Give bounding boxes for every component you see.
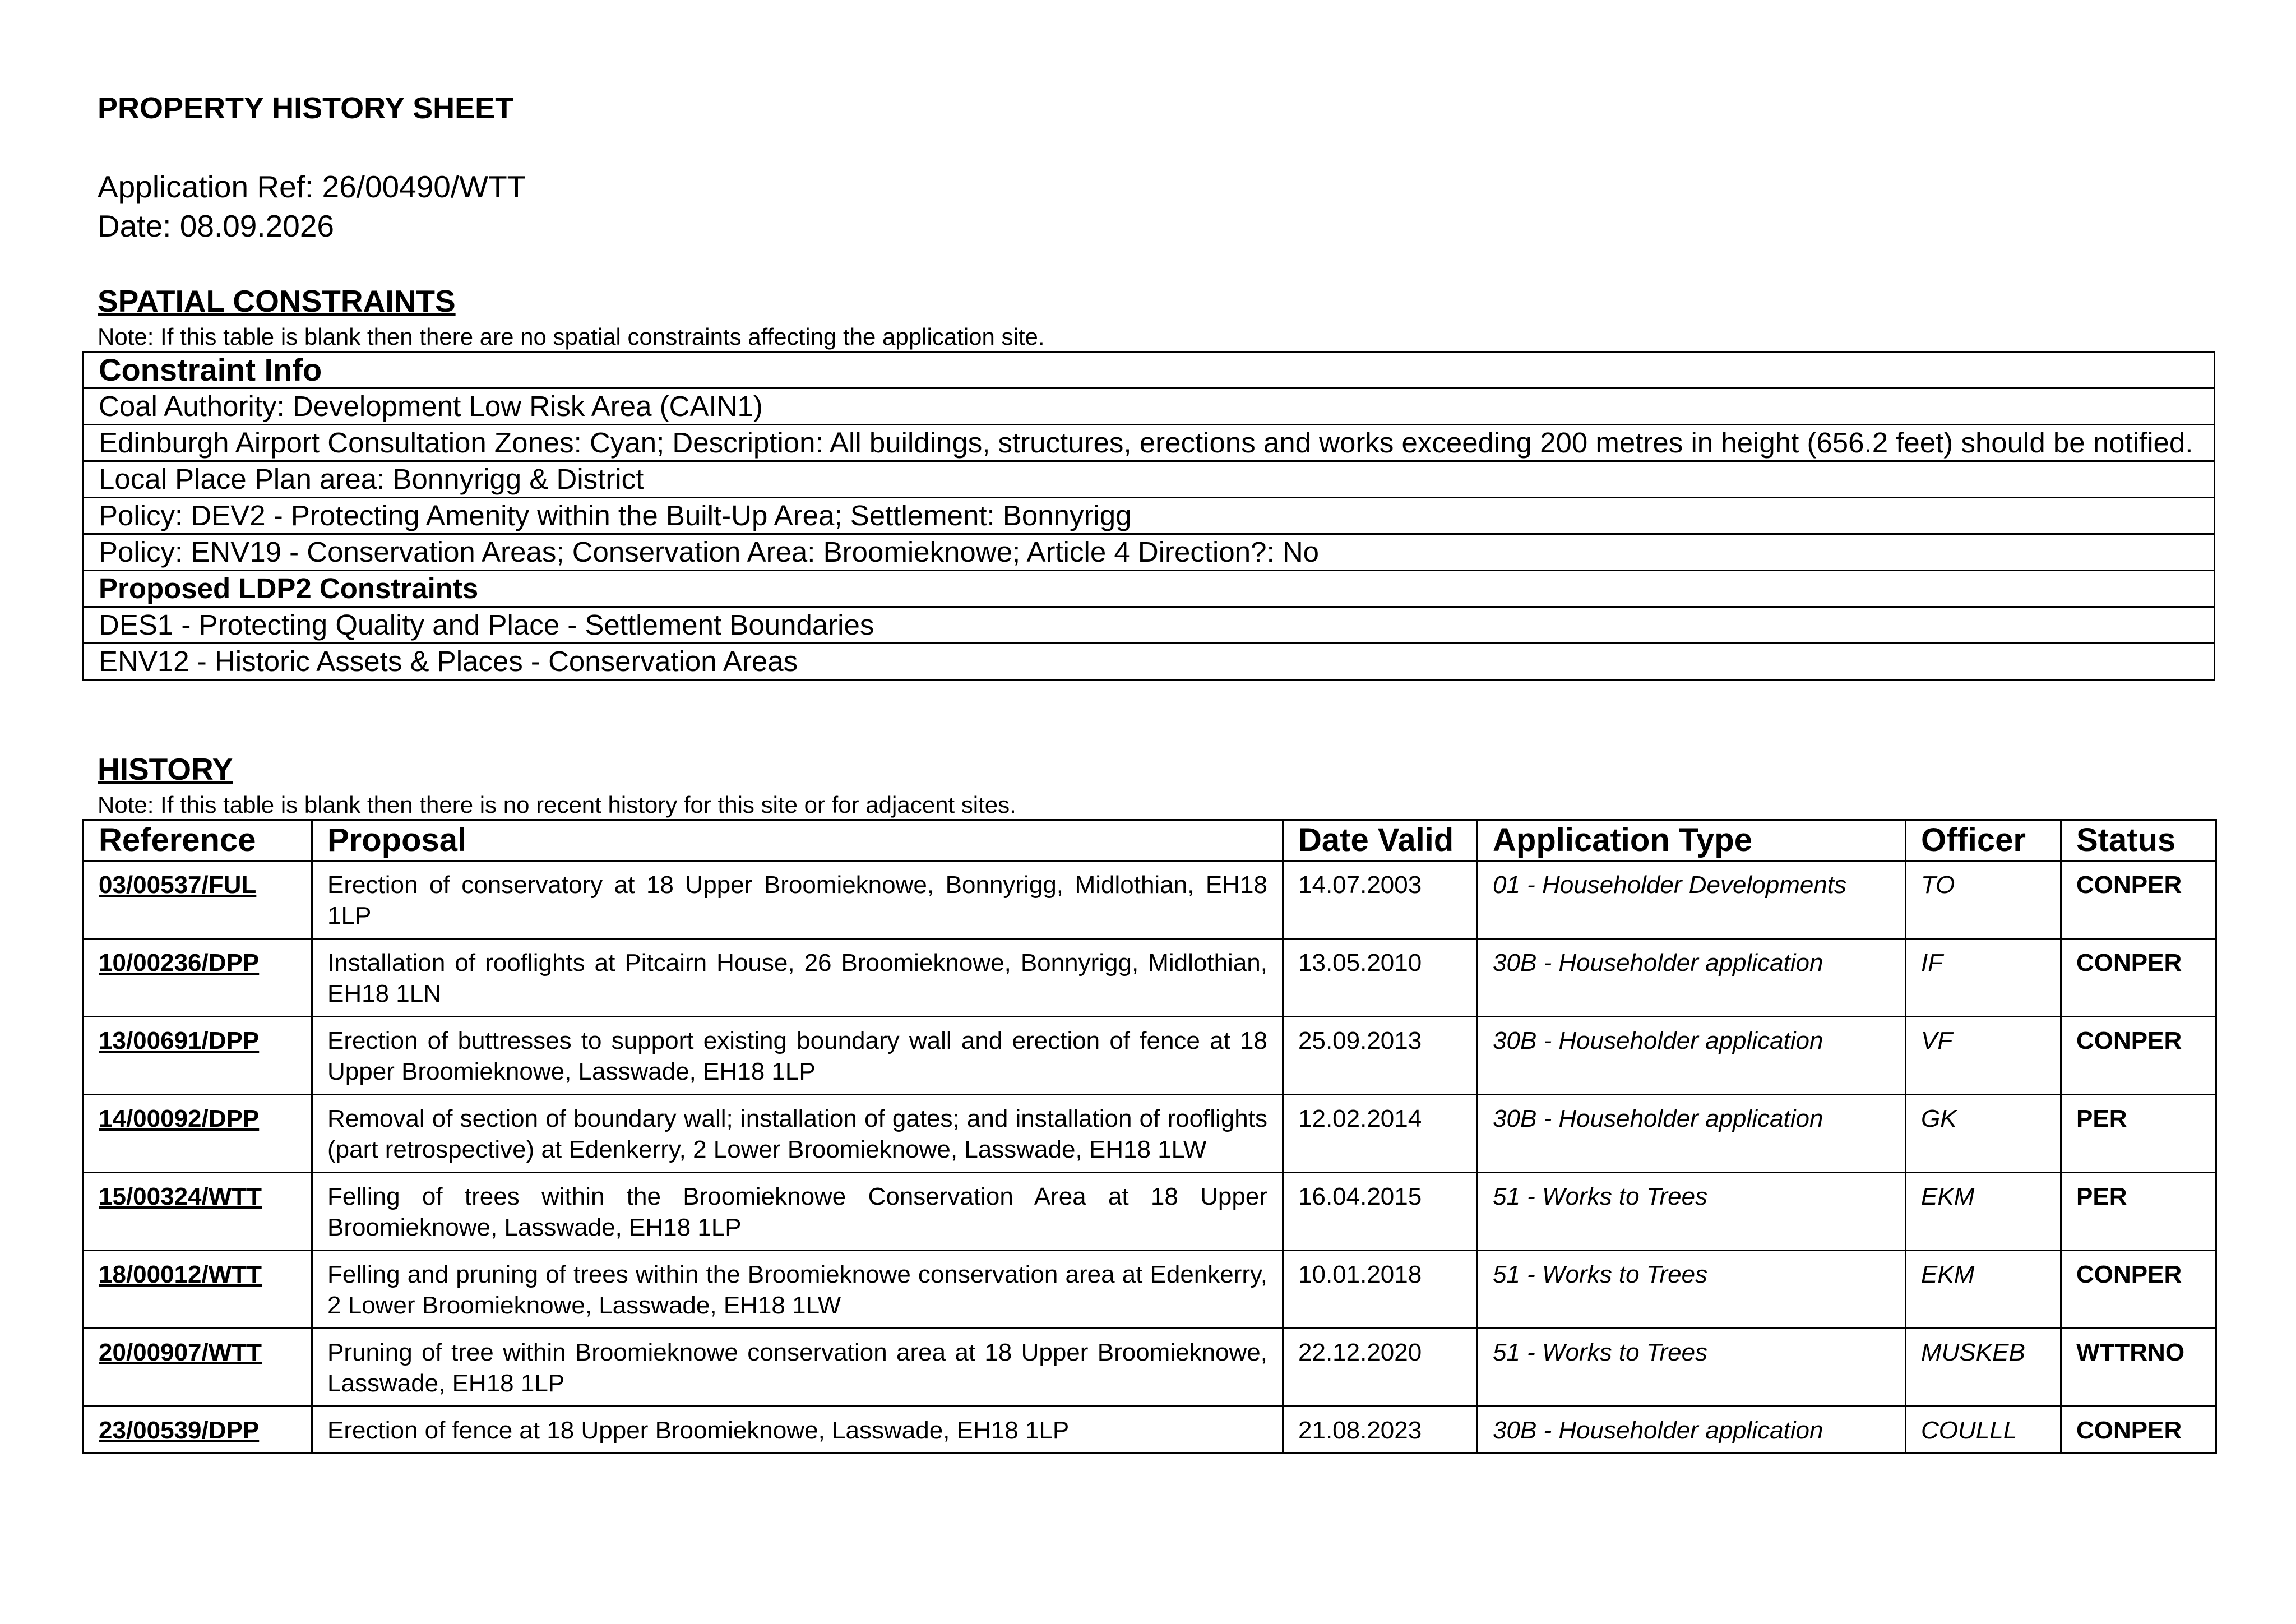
constraint-row bbox=[84, 644, 2215, 680]
column-header-officer: Officer bbox=[1906, 820, 2061, 861]
document-date: Date: 08.09.2026 bbox=[98, 209, 335, 243]
status-cell: WTTRNO bbox=[2061, 1329, 2216, 1406]
spatial-constraints-table bbox=[82, 351, 2215, 681]
document-title: PROPERTY HISTORY SHEET bbox=[98, 91, 514, 125]
officer-cell: COULLL bbox=[1906, 1406, 2061, 1454]
application-type-cell: 51 - Works to Trees bbox=[1478, 1251, 1906, 1329]
constraints-header-row bbox=[84, 352, 2215, 388]
officer-cell: MUSKEB bbox=[1906, 1329, 2061, 1406]
status-cell: CONPER bbox=[2061, 1406, 2216, 1454]
constraint-row bbox=[84, 425, 2215, 461]
officer-cell: IF bbox=[1906, 939, 2061, 1017]
constraint-cell: Coal Authority: Development Low Risk Area (CAIN1) bbox=[84, 388, 2215, 425]
history-row bbox=[84, 939, 2216, 1017]
constraint-cell: DES1 - Protecting Quality and Place - Settlement Boundaries bbox=[84, 607, 2215, 644]
column-header-reference: Reference bbox=[84, 820, 312, 861]
constraint-cell: Policy: ENV19 - Conservation Areas; Conservation Area: Broomieknowe; Article 4 Direction?: No bbox=[84, 534, 2215, 571]
officer-cell: EKM bbox=[1906, 1173, 2061, 1251]
reference-link[interactable]: 13/00691/DPP bbox=[84, 1017, 312, 1095]
application-type-cell: 30B - Householder application bbox=[1478, 1017, 1906, 1095]
history-row bbox=[84, 1017, 2216, 1095]
constraint-cell: Policy: DEV2 - Protecting Amenity within the Built-Up Area; Settlement: Bonnyrigg bbox=[84, 498, 2215, 534]
proposed-ldp2-header: Proposed LDP2 Constraints bbox=[84, 571, 2215, 607]
officer-cell: VF bbox=[1906, 1017, 2061, 1095]
officer-cell: GK bbox=[1906, 1095, 2061, 1173]
date-valid-cell: 14.07.2003 bbox=[1283, 861, 1478, 939]
constraint-row bbox=[84, 461, 2215, 498]
application-type-cell: 01 - Householder Developments bbox=[1478, 861, 1906, 939]
reference-link[interactable]: 03/00537/FUL bbox=[84, 861, 312, 939]
column-header-status: Status bbox=[2061, 820, 2216, 861]
status-cell: CONPER bbox=[2061, 939, 2216, 1017]
date-valid-cell: 22.12.2020 bbox=[1283, 1329, 1478, 1406]
column-header-application-type: Application Type bbox=[1478, 820, 1906, 861]
proposal-cell: Pruning of tree within Broomieknowe conservation area at 18 Upper Broomieknowe, Lasswade, EH18 1LP bbox=[312, 1329, 1283, 1406]
history-row bbox=[84, 1406, 2216, 1454]
status-cell: PER bbox=[2061, 1095, 2216, 1173]
history-row bbox=[84, 1329, 2216, 1406]
date-valid-cell: 21.08.2023 bbox=[1283, 1406, 1478, 1454]
proposal-cell: Felling of trees within the Broomieknowe Conservation Area at 18 Upper Broomieknowe, Lasswade, EH18 1LP bbox=[312, 1173, 1283, 1251]
column-header-proposal: Proposal bbox=[312, 820, 1283, 861]
proposal-cell: Felling and pruning of trees within the Broomieknowe conservation area at Edenkerry, 2 Lower Broomieknowe, Lasswade, EH18 1LW bbox=[312, 1251, 1283, 1329]
constraint-row bbox=[84, 388, 2215, 425]
constraint-cell: Edinburgh Airport Consultation Zones: Cyan; Description: All buildings, structures, erections and works exceeding 200 metres in height (656.2 feet) should be notified. bbox=[84, 425, 2215, 461]
status-cell: CONPER bbox=[2061, 1017, 2216, 1095]
history-table bbox=[82, 819, 2217, 1454]
history-header-row bbox=[84, 820, 2216, 861]
reference-link[interactable]: 10/00236/DPP bbox=[84, 939, 312, 1017]
spatial-constraints-note: Note: If this table is blank then there are no spatial constraints affecting the application site. bbox=[98, 323, 1045, 350]
constraint-row bbox=[84, 534, 2215, 571]
constraint-info-header: Constraint Info bbox=[84, 352, 2215, 388]
constraint-cell: ENV12 - Historic Assets & Places - Conservation Areas bbox=[84, 644, 2215, 680]
application-type-cell: 51 - Works to Trees bbox=[1478, 1329, 1906, 1406]
constraint-cell: Local Place Plan area: Bonnyrigg & District bbox=[84, 461, 2215, 498]
status-cell: CONPER bbox=[2061, 861, 2216, 939]
reference-link[interactable]: 18/00012/WTT bbox=[84, 1251, 312, 1329]
status-cell: CONPER bbox=[2061, 1251, 2216, 1329]
application-type-cell: 51 - Works to Trees bbox=[1478, 1173, 1906, 1251]
proposed-ldp2-header-row bbox=[84, 571, 2215, 607]
date-valid-cell: 25.09.2013 bbox=[1283, 1017, 1478, 1095]
application-type-cell: 30B - Householder application bbox=[1478, 939, 1906, 1017]
proposal-cell: Erection of buttresses to support existing boundary wall and erection of fence at 18 Upper Broomieknowe, Lasswade, EH18 1LP bbox=[312, 1017, 1283, 1095]
reference-link[interactable]: 20/00907/WTT bbox=[84, 1329, 312, 1406]
history-row bbox=[84, 861, 2216, 939]
application-type-cell: 30B - Householder application bbox=[1478, 1406, 1906, 1454]
column-header-date-valid: Date Valid bbox=[1283, 820, 1478, 861]
date-valid-cell: 12.02.2014 bbox=[1283, 1095, 1478, 1173]
date-valid-cell: 16.04.2015 bbox=[1283, 1173, 1478, 1251]
history-heading: HISTORY bbox=[98, 752, 233, 786]
history-note: Note: If this table is blank then there is no recent history for this site or for adjacent sites. bbox=[98, 792, 1016, 818]
history-row bbox=[84, 1251, 2216, 1329]
proposal-cell: Installation of rooflights at Pitcairn House, 26 Broomieknowe, Bonnyrigg, Midlothian, EH18 1LN bbox=[312, 939, 1283, 1017]
application-type-cell: 30B - Householder application bbox=[1478, 1095, 1906, 1173]
status-cell: PER bbox=[2061, 1173, 2216, 1251]
officer-cell: TO bbox=[1906, 861, 2061, 939]
reference-link[interactable]: 14/00092/DPP bbox=[84, 1095, 312, 1173]
history-row bbox=[84, 1095, 2216, 1173]
constraint-row bbox=[84, 607, 2215, 644]
officer-cell: EKM bbox=[1906, 1251, 2061, 1329]
history-row bbox=[84, 1173, 2216, 1251]
spatial-constraints-heading: SPATIAL CONSTRAINTS bbox=[98, 284, 456, 318]
date-valid-cell: 13.05.2010 bbox=[1283, 939, 1478, 1017]
proposal-cell: Removal of section of boundary wall; installation of gates; and installation of rooflights (part retrospective) at Edenkerry, 2 Lower Broomieknowe, Lasswade, EH18 1LW bbox=[312, 1095, 1283, 1173]
application-ref: Application Ref: 26/00490/WTT bbox=[98, 169, 526, 204]
reference-link[interactable]: 15/00324/WTT bbox=[84, 1173, 312, 1251]
proposal-cell: Erection of fence at 18 Upper Broomieknowe, Lasswade, EH18 1LP bbox=[312, 1406, 1283, 1454]
constraint-row bbox=[84, 498, 2215, 534]
reference-link[interactable]: 23/00539/DPP bbox=[84, 1406, 312, 1454]
date-valid-cell: 10.01.2018 bbox=[1283, 1251, 1478, 1329]
proposal-cell: Erection of conservatory at 18 Upper Broomieknowe, Bonnyrigg, Midlothian, EH18 1LP bbox=[312, 861, 1283, 939]
